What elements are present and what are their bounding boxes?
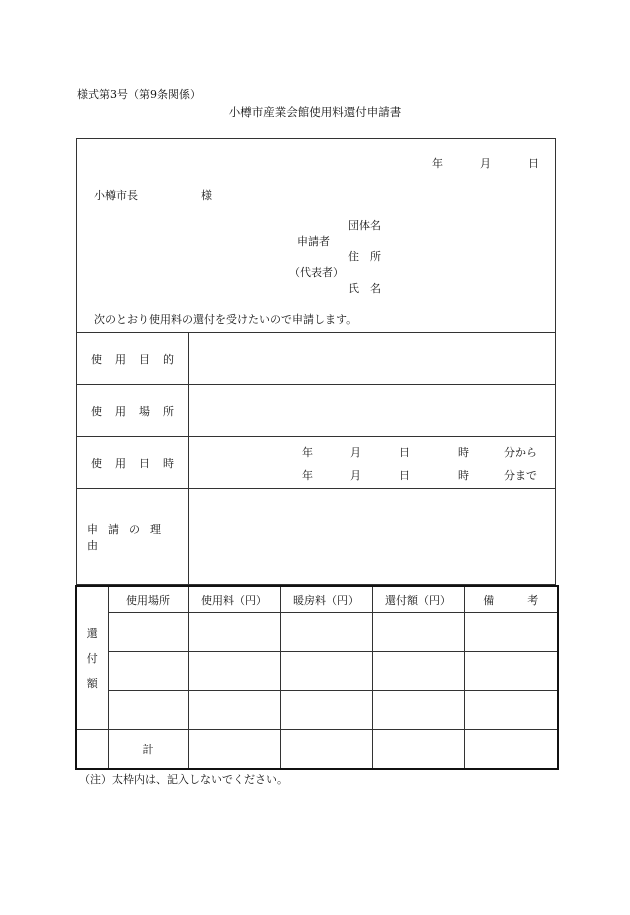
reason-label: 申請の理由 — [77, 489, 189, 584]
table-cell — [188, 730, 280, 770]
form-number: 様式第3号（第9条関係） — [77, 88, 201, 101]
date-month-label: 月 — [480, 157, 491, 170]
table-cell — [188, 691, 280, 730]
row-place — [76, 385, 556, 437]
until-minute-unit: 分まで — [504, 469, 537, 482]
row-datetime — [76, 437, 556, 489]
table-cell — [464, 730, 558, 770]
until-hour-unit: 時 — [458, 469, 469, 482]
date-year-label: 年 — [432, 157, 443, 170]
from-minute-unit: 分から — [504, 446, 537, 459]
until-day-unit: 日 — [399, 469, 410, 482]
table-cell — [108, 613, 188, 652]
row-reason — [76, 489, 556, 585]
table-cell — [464, 613, 558, 652]
row-purpose — [76, 333, 556, 385]
until-month-unit: 月 — [350, 469, 361, 482]
from-hour-unit: 時 — [458, 446, 469, 459]
date-day-label: 日 — [528, 157, 539, 170]
from-month-unit: 月 — [350, 446, 361, 459]
name-label: 氏 名 — [348, 282, 381, 295]
col-fee-header: 使用料（円） — [188, 586, 280, 613]
table-row — [76, 691, 558, 730]
footnote: （注）太枠内は、記入しないでください。 — [79, 773, 288, 786]
table-cell — [280, 730, 372, 770]
table-cell — [280, 613, 372, 652]
table-cell — [372, 691, 464, 730]
from-year-unit: 年 — [302, 446, 313, 459]
from-day-unit: 日 — [399, 446, 410, 459]
application-statement: 次のとおり使用料の還付を受けたいので申請します。 — [94, 313, 358, 326]
applicant-label: 申請者 — [297, 235, 330, 248]
total-row — [76, 730, 558, 770]
table-row — [76, 613, 558, 652]
group-name-label: 団体名 — [348, 219, 381, 232]
purpose-label: 使用目的 — [77, 333, 189, 384]
address-label: 住 所 — [348, 250, 381, 263]
col-refund-header: 還付額（円） — [372, 586, 464, 613]
table-cell — [464, 691, 558, 730]
table-cell — [464, 652, 558, 691]
document-title: 小樽市産業会館使用料還付申請書 — [228, 105, 402, 119]
table-cell — [108, 691, 188, 730]
table-row — [76, 652, 558, 691]
datetime-label: 使用日時 — [77, 437, 189, 488]
table-cell — [188, 613, 280, 652]
place-label: 使用場所 — [77, 385, 189, 436]
table-cell — [372, 730, 464, 770]
table-cell — [372, 652, 464, 691]
until-year-unit: 年 — [302, 469, 313, 482]
table-cell — [108, 652, 188, 691]
col-place-header: 使用場所 — [108, 586, 188, 613]
addressee: 小樽市長 — [94, 189, 138, 202]
col-heating-header: 暖房料（円） — [280, 586, 372, 613]
refund-side-label: 還 付 額 — [76, 586, 108, 730]
col-remarks-header: 備 考 — [464, 586, 558, 613]
refund-table — [75, 585, 559, 770]
total-label: 計 — [108, 730, 188, 770]
side-blank-cell — [76, 730, 108, 770]
application-header-box — [76, 138, 556, 333]
representative-label: （代表者） — [289, 266, 344, 279]
table-cell — [280, 691, 372, 730]
honorific: 様 — [201, 189, 212, 202]
table-cell — [372, 613, 464, 652]
table-cell — [280, 652, 372, 691]
table-cell — [188, 652, 280, 691]
